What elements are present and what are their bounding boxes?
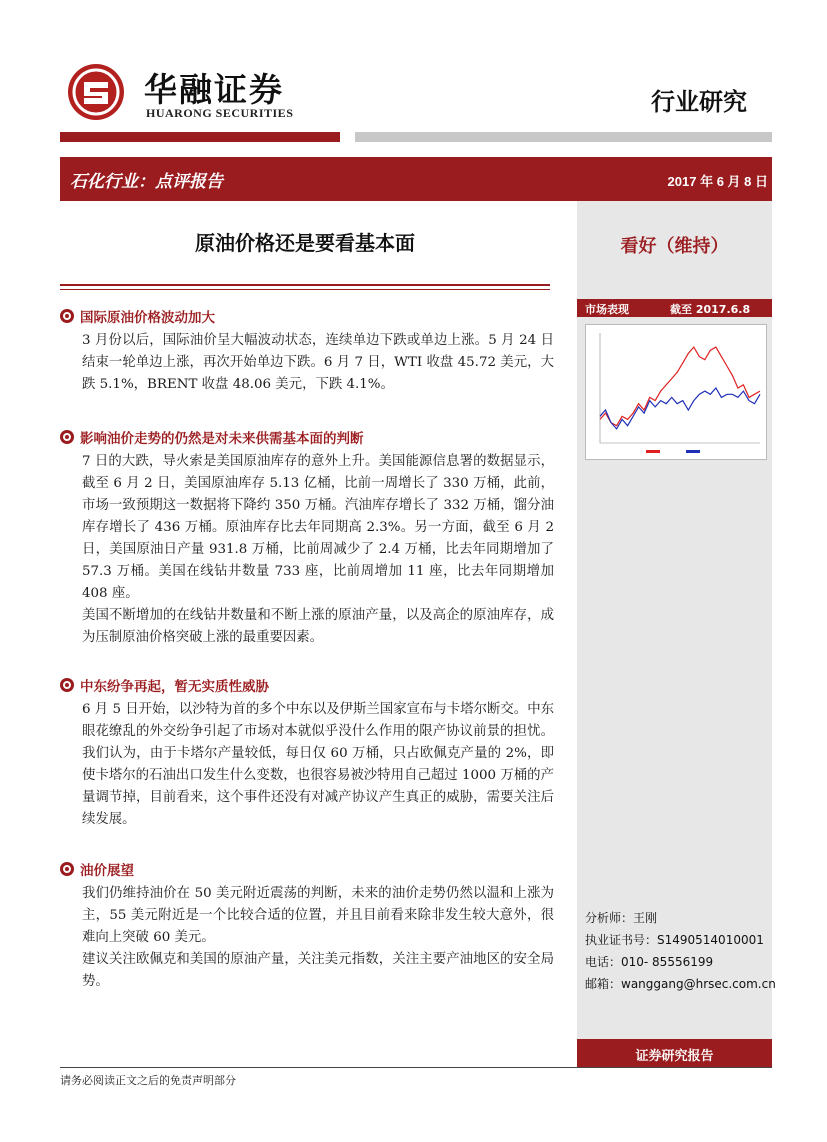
market-performance-label: 市场表现 xyxy=(585,303,629,316)
report-type: 行业研究 xyxy=(651,88,747,116)
title-divider-thin xyxy=(60,289,550,290)
logo-english-name: HUARONG SECURITIES xyxy=(146,106,294,120)
section-bullet-icon xyxy=(60,430,74,444)
footer-badge-label: 证券研究报告 xyxy=(635,1049,714,1064)
header-accent-bar xyxy=(60,132,340,142)
section-paragraph: 美国不断增加的在线钻井数量和不断上涨的原油产量，以及高企的原油库存，成为压制原油价格突破上涨的最重要因素。 xyxy=(82,608,554,645)
chart-series-line-1 xyxy=(600,388,760,429)
analyst-info xyxy=(585,907,776,995)
logo-chinese-name: 华融证券 xyxy=(144,70,284,109)
section-oil-volatility xyxy=(60,306,554,396)
section-bullet-icon xyxy=(60,862,74,876)
header-grey-bar xyxy=(355,132,772,142)
chart-svg xyxy=(586,325,766,459)
section-paragraph: 我们仍维持油价在 50 美元附近震荡的判断，未来的油价走势仍然以温和上涨为主，55 美元附近是一个比较合适的位置，并且目前看来除非发生较大意外，很难向上突破 60 美元。 xyxy=(82,886,554,945)
section-outlook xyxy=(60,859,554,993)
chart-legend-swatch-0 xyxy=(646,450,660,453)
banner-title: 石化行业：点评报告 xyxy=(70,172,223,192)
section-heading: 中东纷争再起，暂无实质性威胁 xyxy=(80,679,269,695)
analyst-name: 分析师：王刚 xyxy=(585,911,658,925)
section-fundamentals xyxy=(60,427,554,649)
section-paragraph: 建议关注欧佩克和美国的原油产量，关注美元指数，关注主要产油地区的安全局势。 xyxy=(82,952,554,989)
section-paragraph: 6 月 5 日开始，以沙特为首的多个中东以及伊斯兰国家宣布与卡塔尔断交。中东眼花缭乱的外交纷争引起了市场对本就似乎没什么作用的限产协议前景的担忧。我们认为，由于卡塔尔产量较低，每日仅 60 万桶，只占欧佩克产量的 2%，即使卡塔尔的石油出口发生什么变数，也很容易被沙特用自己超过 1000 万桶的产量调节掉，目前看来，这个事件还没有对减产协议产生真正的威胁，需要关注后续发展。 xyxy=(82,702,554,827)
footer-divider xyxy=(60,1067,772,1068)
section-paragraph: 3 月份以后，国际油价呈大幅波动状态，连续单边下跌或单边上涨。5 月 24 日结束一轮单边上涨，再次开始单边下跌。6 月 7 日，WTI 收盘 45.72 美元，大跌 5.1%，BRENT 收盘 48.06 美元，下跌 4.1%。 xyxy=(82,333,554,392)
market-performance-date: 截至 2017.6.8 xyxy=(670,303,751,316)
section-heading: 国际原油价格波动加大 xyxy=(80,310,215,326)
section-bullet-icon xyxy=(60,309,74,323)
huarong-logo-icon xyxy=(66,62,126,122)
market-performance-chart xyxy=(585,324,767,460)
section-bullet-icon xyxy=(60,678,74,692)
chart-legend-swatch-1 xyxy=(686,450,700,453)
report-date: 2017 年 6 月 8 日 xyxy=(667,174,768,189)
section-middle-east xyxy=(60,675,554,831)
analyst-phone: 电话：010- 85556199 xyxy=(585,955,714,969)
analyst-license: 执业证书号：S1490514010001 xyxy=(585,933,764,947)
section-heading: 油价展望 xyxy=(80,863,134,879)
chart-series-line-0 xyxy=(600,347,760,426)
rating-label: 看好（维持） xyxy=(620,236,729,257)
disclaimer-note: 请务必阅读正文之后的免责声明部分 xyxy=(60,1074,236,1087)
chart-axes xyxy=(600,333,760,443)
company-logo xyxy=(66,62,306,124)
section-heading: 影响油价走势的仍然是对未来供需基本面的判断 xyxy=(80,431,364,447)
title-divider xyxy=(60,284,550,286)
page-title: 原油价格还是要看基本面 xyxy=(195,231,415,255)
analyst-email[interactable]: 邮箱：wanggang@hrsec.com.cn xyxy=(585,977,776,991)
section-paragraph: 7 日的大跌，导火索是美国原油库存的意外上升。美国能源信息署的数据显示，截至 6 月 2 日，美国原油库存 5.13 亿桶，比前一周增长了 330 万桶，此前，市场一致预期这一数据将下降约 350 万桶。汽油库存增长了 332 万桶，馏分油库存增长了 436 万桶。原油库存比去年同期高 2.3%。另一方面，截至 6 月 2 日，美国原油日产量 931.8 万桶，比前周减少了 2.4 万桶，比去年同期增加了 57.3 万桶。美国在线钻井数量 733 座，比前周增加 11 座，比去年同期增加 408 座。 xyxy=(82,454,554,601)
